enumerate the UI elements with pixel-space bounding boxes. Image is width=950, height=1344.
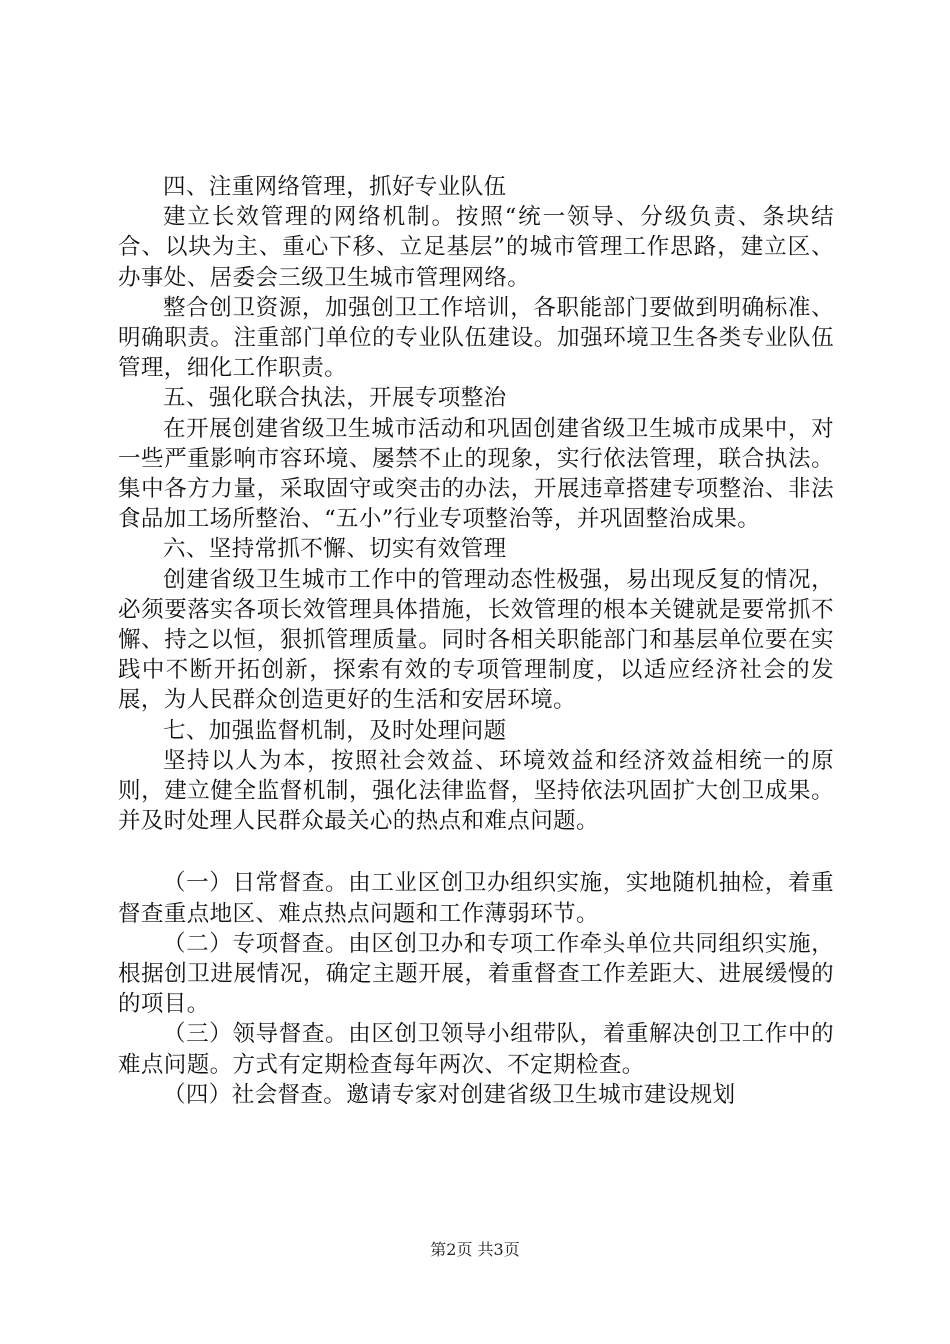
paragraph: 在开展创建省级卫生城市活动和巩固创建省级卫生城市成果中，对一些严重影响市容环境、屡禁不止的现象，实行依法管理，联合执法。集中各方力量，采取固守或突击的办法，开展违章搭建专项整治、非法食品加工场所整治、“五小”行业专项整治等，并巩固整治成果。 [118, 415, 834, 533]
section-heading-5: 五、强化联合执法，开展专项整治 [163, 385, 507, 412]
section-heading-6: 六、坚持常抓不懈、切实有效管理 [163, 536, 507, 563]
section-heading-4: 四、注重网络管理，抓好专业队伍 [163, 174, 507, 200]
page-footer: 第2页 共3页 [430, 1240, 520, 1259]
list-item-special-inspection: （二）专项督查。由区创卫办和专项工作牵头单位共同组织实施，根据创卫进展情况，确定主题开展，着重督查工作差距大、进展缓慢的的项目。 [118, 930, 834, 1018]
paragraph: 整合创卫资源，加强创卫工作培训，各职能部门要做到明确标准、明确职责。注重部门单位的专业队伍建设。加强环境卫生各类专业队伍管理，细化工作职责。 [118, 294, 834, 382]
paragraph: 建立长效管理的网络机制。按照“统一领导、分级负责、条块结合、以块为主、重心下移、立足基层”的城市管理工作思路，建立区、办事处、居委会三级卫生城市管理网络。 [118, 204, 834, 291]
section-heading-7: 七、加强监督机制，及时处理问题 [163, 717, 507, 744]
paragraph-gap [118, 836, 834, 868]
list-item-social-inspection: （四）社会督查。邀请专家对创建省级卫生城市建设规划 [163, 1081, 736, 1108]
paragraph: 创建省级卫生城市工作中的管理动态性极强，易出现反复的情况，必须要落实各项长效管理具体措施，长效管理的根本关键就是要常抓不懈、持之以恒，狠抓管理质量。同时各相关职能部门和基层单位要在实践中不断开拓创新，探索有效的专项管理制度，以适应经济社会的发展，为人民群众创造更好的生活和安居环境。 [118, 566, 834, 714]
document-body [118, 172, 834, 1110]
list-item-daily-inspection: （一）日常督查。由工业区创卫办组织实施，实地随机抽检，着重督查重点地区、难点热点问题和工作薄弱环节。 [118, 870, 834, 927]
list-item-leadership-inspection: （三）领导督查。由区创卫领导小组带队，着重解决创卫工作中的难点问题。方式有定期检查每年两次、不定期检查。 [118, 1021, 834, 1078]
paragraph: 坚持以人为本，按照社会效益、环境效益和经济效益相统一的原则，建立健全监督机制，强化法律监督，坚持依法巩固扩大创卫成果。并及时处理人民群众最关心的热点和难点问题。 [118, 747, 834, 835]
